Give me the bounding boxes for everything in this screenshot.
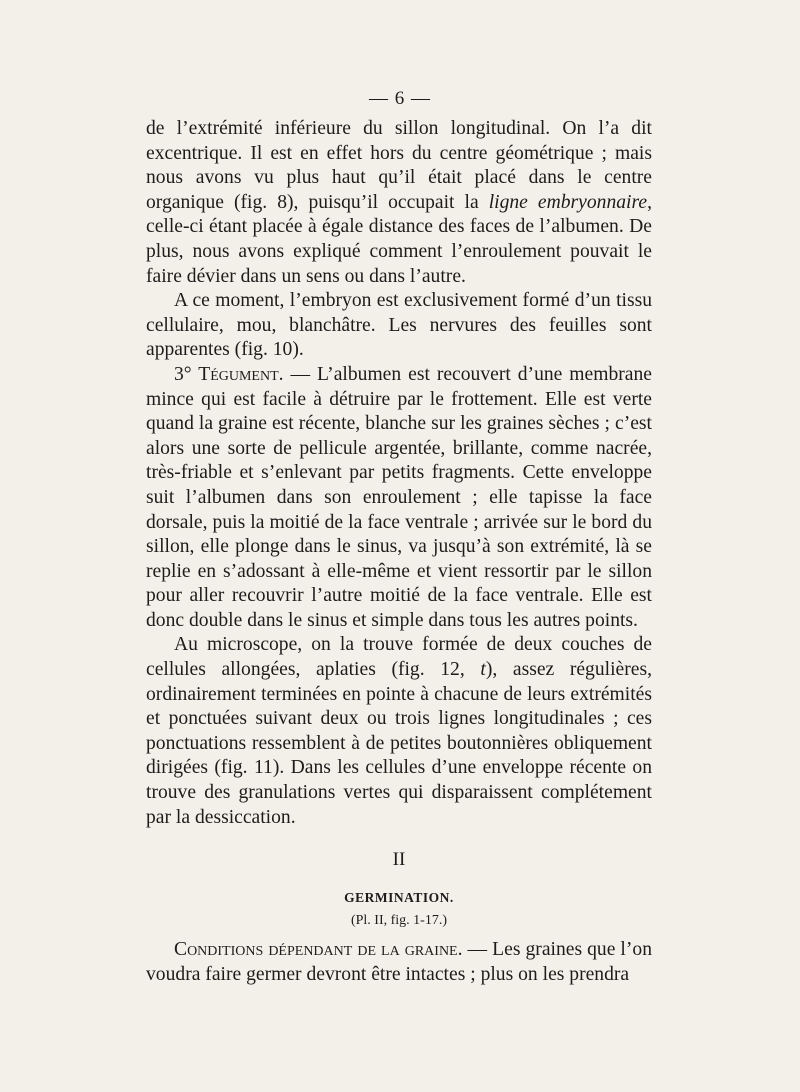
paragraph-5 — [146, 938, 652, 987]
paragraph-3 — [146, 363, 652, 634]
body-text — [146, 117, 652, 987]
tegument-label: 3° Tégument. — [174, 363, 284, 385]
paragraph-4-text: Au microscope, on la trouve formée de deux couches de cellules allongées, aplaties (fig. 12, — [146, 634, 652, 681]
plate-reference: (Pl. II, fig. 1-17.) — [350, 913, 448, 929]
paragraph-1 — [146, 117, 652, 289]
italic-letter: t — [480, 659, 486, 681]
section-number: II — [392, 849, 406, 871]
page-number: — 6 — — [369, 88, 431, 109]
paragraph-2: A ce moment, l’embryon est exclusivement formé d’un tissu cellulaire, mou, blanchâtre. Les nervures des feuilles sont apparentes (fig. 10). — [146, 290, 652, 361]
conditions-label: Conditions dépendant de la graine. — [174, 939, 463, 961]
paragraph-4 — [146, 633, 652, 830]
paragraph-5-text: — Les graines que l’on voudra faire germer devront être intactes ; plus on les prendra — [146, 939, 652, 985]
paragraph-1-end: , celle-ci étant placée à égale distance des faces de l’albumen. De plus, nous avons expliqué comment l’enroulement pouvait le faire dévier dans un sens ou dans l’autre. — [146, 191, 652, 287]
section-title: GERMINATION. — [344, 890, 454, 906]
paragraph-1-text: de l’extrémité inférieure du sillon longitudinal. On l’a dit excentrique. Il est en effet hors du centre géométrique ; mais nous avons vu plus haut qu’il était placé dans le centre organique (fig. 8), puisqu’il occupait la — [146, 118, 652, 213]
paragraph-3-text: — L’albumen est recouvert d’une membrane mince qui est facile à détruire par le frottement. Elle est verte quand la graine est récente, blanche sur les graines sèches ; c’est alors une sorte de pellicule argentée, brillante, comme nacrée, très-friable et s’enlevant par petits fragments. Cette enveloppe suit l’albumen dans son enroulement ; elle tapisse la face dorsale, puis la moitié de la face ventrale ; arrivée sur le bord du sillon, elle plonge dans le sinus, va jusqu’à son extrémité, là se replie en s’adossant à elle-même et vient ressortir par le sillon pour aller recouvrir l’autre moitié de la face ventrale. Elle est donc double dans le sinus et simple dans tous les autres points. — [146, 363, 652, 631]
paragraph-4-end: ), assez régulières, ordinairement terminées en pointe à chacune de leurs extrémités et ponctuées suivant deux ou trois lignes longitudinales ; ces ponctuations ressemblent à de petites boutonnières obliquement dirigées (fig. 11). Dans les cellules d’une enveloppe récente on trouve des granulations vertes qui disparaissent complétement par la dessiccation. — [146, 659, 652, 828]
italic-term: ligne embryonnaire — [488, 191, 648, 213]
